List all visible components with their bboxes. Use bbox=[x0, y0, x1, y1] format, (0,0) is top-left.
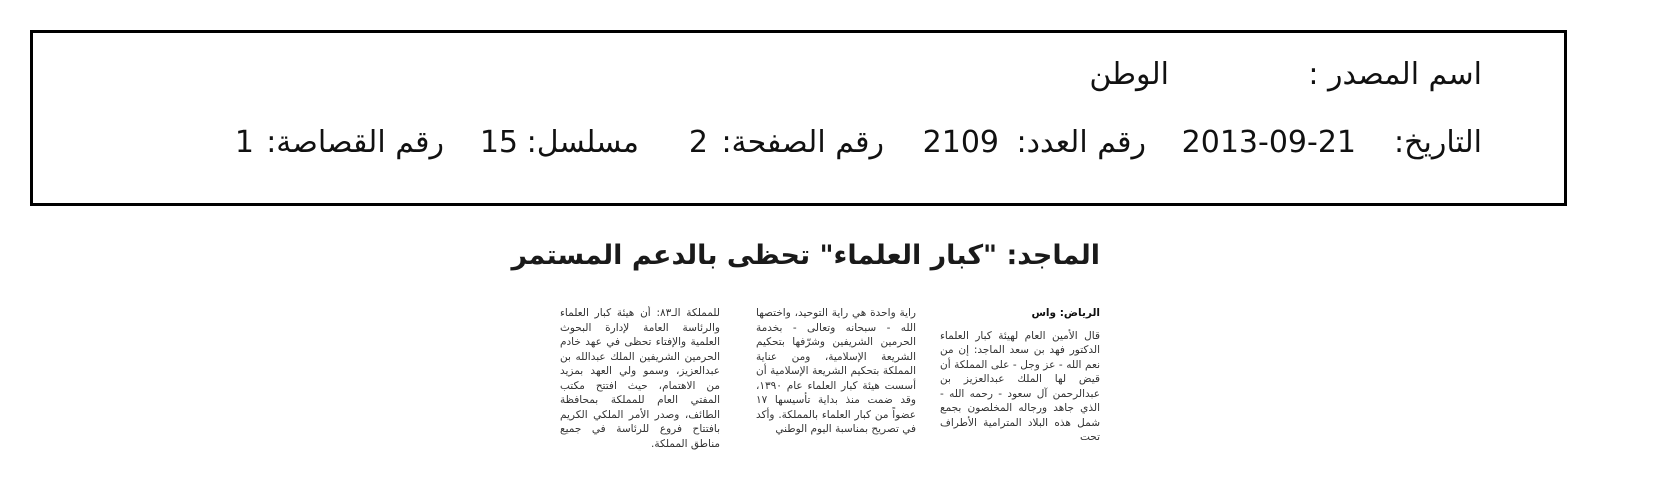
clipping-label: رقم القصاصة: bbox=[266, 125, 444, 160]
clipping-header-box bbox=[30, 30, 1567, 206]
source-label: اسم المصدر : bbox=[1308, 57, 1482, 92]
page-value: 2 bbox=[688, 125, 708, 160]
news-clipping bbox=[511, 240, 1100, 475]
article-column-1-text: قال الأمين العام لهيئة كبار العلماء الدكتور فهد بن سعد الماجد: إن من نعم الله - عز وجل - على المملكة أن قيض لها الملك عبدالعزيز بن عبدالرحمن آل سعود - رحمه الله - الذي جاهد ورجاله المخلصون بجمع شمل هذه البلاد المترامية الأطراف تحت bbox=[940, 329, 1100, 443]
issue-value: 2109 bbox=[922, 125, 999, 160]
serial-value: 15 bbox=[479, 125, 518, 160]
article-column-2-text: راية واحدة هي راية التوحيد، واختصها الله - سبحانه وتعالى - بخدمة الحرمين الشريفين وشرّفها بتحكيم الشريعة الإسلامية، ومن عناية المملكة بتحكيم الشريعة الإسلامية أن أسست هيئة كبار العلماء عام ١٣٩٠، وقد ضمت منذ بداية تأسيسها ١٧ عضواً من كبار العلماء بالمملكة. وأكد في تصريح بمناسبة اليوم الوطني bbox=[756, 307, 916, 435]
date-value: 2013-09-21 bbox=[1181, 125, 1356, 160]
article-headline: الماجد: "كبار العلماء" تحظى بالدعم المستمر bbox=[511, 240, 1100, 271]
article-dateline: الرياض: واس bbox=[1031, 307, 1100, 319]
article-column-2 bbox=[756, 306, 916, 476]
article-column-1 bbox=[940, 306, 1100, 476]
clipping-value: 1 bbox=[234, 125, 254, 160]
serial-label: مسلسل: bbox=[526, 125, 639, 160]
source-value: الوطن bbox=[1089, 57, 1169, 92]
article-column-3-text: للمملكة الـ٨٣: أن هيئة كبار العلماء والرئاسة العامة لإدارة البحوث العلمية والإفتاء تحظى في عهد خادم الحرمين الشريفين الملك عبدالله بن عبدالعزيز، وسمو ولي العهد بمزيد من الاهتمام، حيث افتتح مكتب المفتي العام للمملكة بمحافظة الطائف، وصدر الأمر الملكي الكريم بافتتاح فروع للرئاسة في جميع مناطق المملكة. bbox=[560, 307, 720, 450]
date-label: التاريخ: bbox=[1394, 125, 1482, 160]
page-label: رقم الصفحة: bbox=[721, 125, 884, 160]
article-column-3 bbox=[560, 306, 720, 476]
issue-label: رقم العدد: bbox=[1016, 125, 1146, 160]
